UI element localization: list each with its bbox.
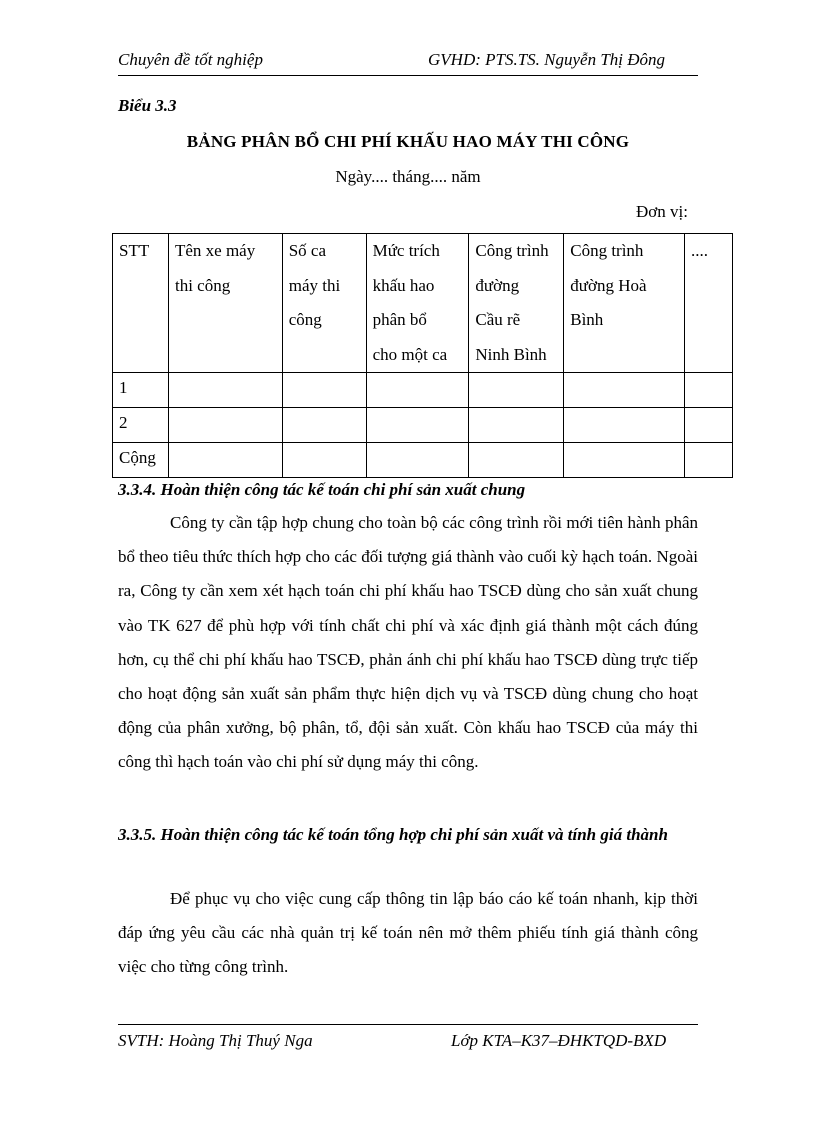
header-left: Chuyên đề tốt nghiệp — [118, 50, 263, 69]
footer-rule — [118, 1024, 698, 1025]
bieu-label: Biểu 3.3 — [118, 96, 177, 115]
table-title: BẢNG PHÂN BỔ CHI PHÍ KHẤU HAO MÁY THI CÔNG — [186, 132, 630, 151]
column-header-stt: STT — [113, 234, 169, 373]
column-header-ninh-binh: Công trình đường Cầu rẽ Ninh Bình — [469, 234, 564, 373]
table-row-total — [113, 443, 733, 478]
row-label: 2 — [113, 408, 169, 443]
section-334-heading: 3.3.4. Hoàn thiện công tác kế toán chi phí sản xuất chung — [118, 480, 526, 499]
header-rule — [118, 75, 698, 76]
row-label: 1 — [113, 373, 169, 408]
header-right: GVHD: PTS.TS. Nguyễn Thị Đông — [428, 50, 666, 69]
column-header-so-ca: Số ca máy thi công — [282, 234, 366, 373]
section-335-body: Để phục vụ cho việc cung cấp thông tin lập báo cáo kế toán nhanh, kịp thời đáp ứng yêu cầu các nhà quản trị kế toán nên mở thêm phiếu tính giá thành công việc cho từng công trình. — [118, 889, 698, 977]
section-334-body: Công ty cần tập hợp chung cho toàn bộ các công trình rồi mới tiên hành phân bổ theo tiêu thức thích hợp cho các đối tượng giá thành vào cuối kỳ hạch toán. Ngoài ra, Công ty cần xem xét hạch toán chi phí khấu hao TSCĐ dùng cho sản xuất chung vào TK 627 để phù hợp với tính chất chi phí và xác định giá thành một cách đúng hơn, cụ thể chi phí khấu hao TSCĐ, phản ánh chi phí khấu hao TSCĐ dùng trực tiếp cho hoạt động sản xuất sản phẩm thực hiện dịch vụ và TSCĐ dùng chung cho hoạt động của phân xưởng, bộ phân, tổ, đội sản xuất. Còn khấu hao TSCĐ của máy thi công thì hạch toán vào chi phí sử dụng máy thi công. — [118, 513, 698, 772]
footer-left: SVTH: Hoàng Thị Thuý Nga — [118, 1031, 313, 1050]
table-header-row — [113, 234, 733, 373]
column-header-hoa-binh: Công trình đường Hoà Bình — [564, 234, 685, 373]
column-header-ten-xe-may: Tên xe máy thi công — [168, 234, 282, 373]
depreciation-table — [112, 233, 733, 478]
footer-right: Lớp KTA–K37–ĐHKTQD-BXD — [451, 1031, 667, 1050]
section-335-heading: 3.3.5. Hoàn thiện công tác kế toán tổng hợp chi phí sản xuất và tính giá thành — [118, 825, 668, 844]
table-row — [113, 408, 733, 443]
row-label: Cộng — [113, 443, 169, 478]
column-header-more: .... — [685, 234, 733, 373]
unit-label: Đơn vị: — [636, 202, 688, 221]
table-row — [113, 373, 733, 408]
column-header-muc-trich: Mức trích khấu hao phân bổ cho một ca — [366, 234, 469, 373]
date-line: Ngày.... tháng.... năm — [335, 167, 481, 186]
